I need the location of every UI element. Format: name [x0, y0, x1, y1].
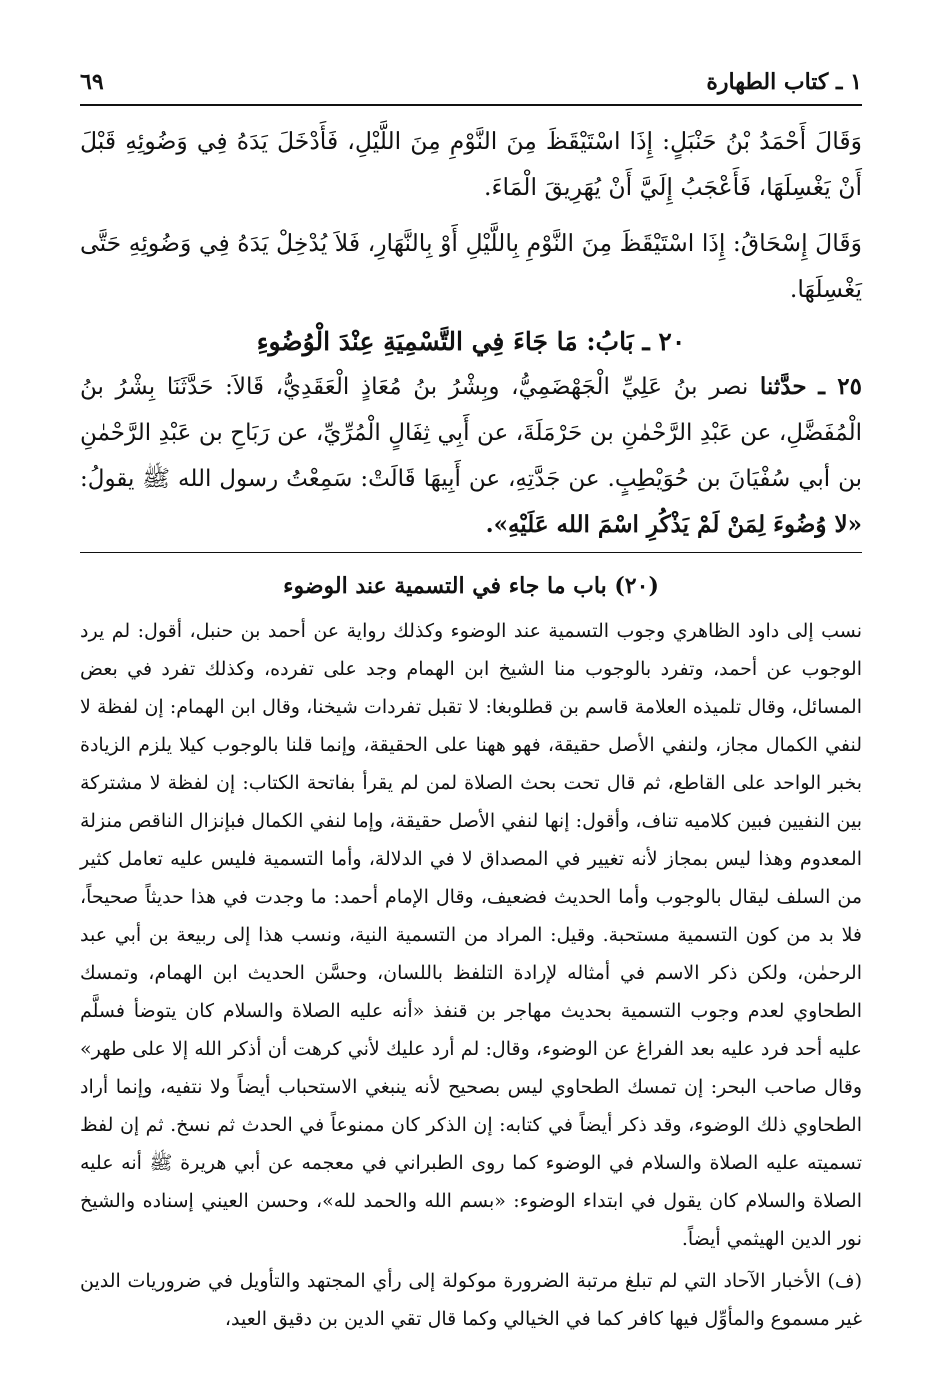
chapter-title: ١ ـ كتاب الطهارة: [706, 69, 862, 95]
page-number: ٦٩: [80, 69, 104, 95]
ishaq-opinion-paragraph: وَقَالَ إِسْحَاقُ: إِذَا اسْتَيْقَظَ مِنَ النَّوْمِ بِاللَّيْلِ أَوْ بِالنَّهَارِ، فَلاَ يُدْخِلْ يَدَهُ فِي وَضُوئِهِ حَتَّى يَغْسِلَهَا.: [80, 229, 862, 303]
commentary-note: (ف) الأخبار الآحاد التي لم تبلغ مرتبة الضرورة موكولة إلى رأي المجتهد والتأويل في ضروريات الدين غير مسموع والمأوِّل فيها كافر كما في الخيالي وكما قال تقي الدين بن دقيق العيد،: [80, 1270, 862, 1330]
ahmad-opinion-paragraph: وَقَالَ أَحْمَدُ بْنُ حَنْبَلٍ: إِذَا اسْتَيْقَظَ مِنَ النَّوْمِ مِنَ اللَّيْلِ، فَأَدْخَلَ يَدَهُ فِي وَضُوئِهِ قَبْلَ أَنْ يَغْسِلَهَا، فَأَعْجَبُ إِلَيَّ أَنْ يُهَرِيقَ الْمَاءَ.: [80, 127, 862, 201]
commentary-section: [80, 566, 862, 1338]
hadith-paragraph: [80, 364, 862, 548]
hadith-opening: حدَّثنا: [759, 373, 807, 400]
page-header: [80, 62, 862, 102]
hadith-number: ٢٥ ـ: [818, 373, 863, 400]
hadith-section: [80, 118, 862, 548]
hadith-quote: «لا وُضُوءَ لِمَنْ لَمْ يَذْكُرِ اسْمَ الله عَلَيْهِ».: [485, 511, 862, 538]
commentary-body: نسب إلى داود الظاهري وجوب التسمية عند الوضوء وكذلك رواية عن أحمد بن حنبل، أقول: لم يرد الوجوب عن أحمد، وتفرد بالوجوب منا الشيخ ابن الهمام وجد على تفرده، وكذلك تفرد في بعض المسائل، وقال تلميذه العلامة قاسم بن قطلوبغا: لا تقبل تفردات شيخنا، وقال ابن الهمام: إن لفظة لا لنفي الكمال مجاز، ولنفي الأصل حقيقة، فهو ههنا على الحقيقة، وإنما قلنا بالوجوب كيلا يلزم الزيادة بخبر الواحد على القاطع، ثم قال تحت بحث الصلاة لمن لم يقرأ بفاتحة الكتاب: إن لفظة لا مشتركة بين النفيين فبين كلاميه تناف، وأقول: إنها لنفي الأصل حقيقة، وإما لنفي الكمال فبإنزال الناقص منزلة المعدوم وهذا ليس بمجاز لأنه تغيير في المصداق لا في الدلالة، وأما التسمية فليس عليه تعامل كثير من السلف ليقال بالوجوب وأما الحديث فضعيف، وقال الإمام أحمد: ما وجدت في هذا حديثاً صحيحاً، فلا بد من كون التسمية مستحبة. وقيل: المراد من التسمية النية، ونسب هذا إلى ربيعة بن أبي عبد الرحمٰن، ولكن ذكر الاسم في أمثاله لإرادة التلفظ باللسان، وحسَّن الحديث ابن الهمام، وتمسك الطحاوي لعدم وجوب التسمية بحديث مهاجر بن قنفذ «أنه عليه الصلاة والسلام كان يتوضأ فسلَّم عليه أحد فرد عليه بعد الفراغ عن الوضوء، وقال: لم أرد عليك لأني كرهت أن أذكر الله إلا على طهر» وقال صاحب البحر: إن تمسك الطحاوي ليس بصحيح لأنه ينبغي الاستحباب أيضاً ولا نتفيه، وإنما أراد الطحاوي ذلك الوضوء، وقد ذكر أيضاً في كتابه: إن الذكر كان ممنوعاً في الحدث ثم نسخ. ثم إن لفظ تسميته عليه الصلاة والسلام في الوضوء كما روى الطبراني في معجمه عن أبي هريرة ﷺ أنه عليه الصلاة والسلام كان يقول في ابتداء الوضوء: «بسم الله والحمد لله»، وحسن العيني إسناده والشيخ نور الدين الهيثمي أيضاً.: [80, 620, 862, 1250]
chapter-heading: ٢٠ ـ بَابُ: مَا جَاءَ فِي التَّسْمِيَةِ عِنْدَ الْوُضُوءِ: [256, 327, 686, 356]
commentary-heading: (٢٠) باب ما جاء في التسمية عند الوضوء: [283, 573, 659, 599]
hadith-chain: نصر بنُ عَلِيِّ الْجَهْضَمِيُّ، وبِشْرُ بنُ مُعَاذٍ الْعَقَدِيُّ، قَالاَ: حَدَّثَنَا بِشْرُ بنُ الْمُفَضَّلِ، عن عَبْدِ الرَّحْمٰنِ بن حَرْمَلَةَ، عن أَبِي ثِفَالٍ الْمُرِّيِّ، عن رَبَاحِ بن عَبْدِ الرَّحْمٰنِ بن أبي سُفْيَانَ بن حُوَيْطِبٍ. عن جَدَّتِهِ، عن أَبِيهَا قَالَتْ: سَمِعْتُ رسول الله ﷺ يقولُ:: [80, 374, 862, 492]
header-divider: [80, 104, 862, 106]
section-divider: [80, 552, 862, 553]
